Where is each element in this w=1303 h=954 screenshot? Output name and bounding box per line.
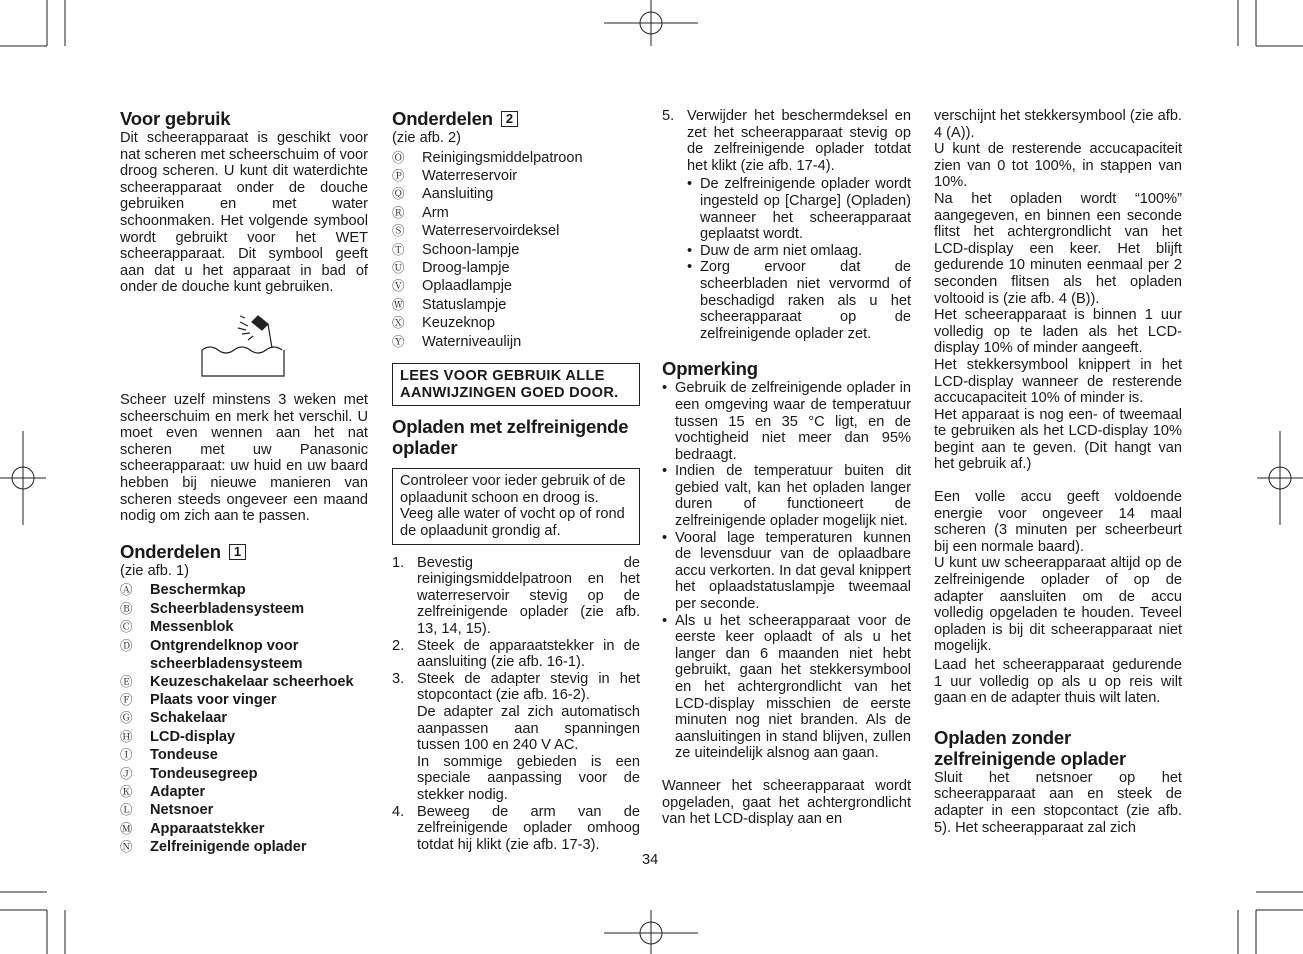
- warning-box: LEES VOOR GEBRUIK ALLE AANWIJZINGEN GOED DOOR.: [392, 363, 640, 406]
- list-item: [662, 613, 911, 762]
- part-name: Waterniveaulijn: [422, 333, 522, 350]
- paragraph: verschijnt het stekkersymbool (zie afb. 4 (A)).: [934, 108, 1182, 141]
- note-text: Gebruik de zelfreinigende oplader in een omgeving waar de temperatuur tussen 15 en 35 °C ligt, en de vochtigheid niet meer dan 95% bedraagt.: [675, 380, 911, 463]
- step-text-wrap: [417, 638, 640, 671]
- paragraph: U kunt uw scheerapparaat altijd op de zelfreinigende oplader of op de adapter aansluiten om de accu volledig opgeladen te houden. Teveel opladen is bij dit scheerapparaat niet mogelijk.: [934, 555, 1182, 655]
- paragraph: Na het opladen wordt “100%” aangegeven, en binnen een seconde flitst het achtergrondlicht van het LCD-display een keer. Het blijft gedurende 10 minuten eenmaal per 2 seconden flitsen als het opladen voltooid is (zie afb. 4 (B)).: [934, 190, 1182, 307]
- bullet-text: Duw de arm niet omlaag.: [700, 242, 863, 259]
- step-text: Verwijder het beschermdeksel en zet het scheerapparaat stevig op de zelfreinigende oplader totdat het klikt (zie afb. 17-4).: [687, 108, 911, 174]
- list-item: [120, 637, 368, 673]
- part-name: Plaats voor vinger: [150, 691, 277, 708]
- bullet-icon: •: [662, 612, 668, 629]
- step-text: De adapter zal zich automatisch aanpassen aan spanningen tussen 100 en 240 V AC.: [417, 703, 640, 754]
- part-letter: Ⓐ: [120, 583, 133, 598]
- list-item: [662, 530, 911, 613]
- list-item: [662, 463, 911, 529]
- list-item: [120, 728, 368, 746]
- part-letter: Ⓜ: [120, 821, 133, 836]
- paragraph: Wanneer het scheerapparaat wordt opgeladen, gaat het achtergrondlicht van het LCD-display aan en: [662, 777, 911, 828]
- list-item: [392, 277, 640, 295]
- part-letter: Ⓗ: [120, 729, 133, 744]
- list-item: 5. Verwijder het beschermdeksel en zet het scheerapparaat stevig op de zelfreinigende oplader totdat het klikt (zie afb. 17-4). • De zelfreinigende oplader wordt ingesteld op [Charge] (Opladen) wanneer het scheerapparaat geplaatst wordt. • Duw de arm niet omlaag. • Zorg ervoor dat de scheerbladen niet vervormd of beschadigd raken als u het scheerapparaat op de zelfreinigende oplader zet.: [662, 108, 911, 342]
- step-text: Beweeg de arm van de zelfreinigende oplader omhoog totdat hij klikt (zie afb. 17-3).: [417, 803, 640, 853]
- list-item: [120, 600, 368, 618]
- step-text: Steek de apparaatstekker in de aansluiting (zie afb. 16-1).: [417, 637, 640, 671]
- paragraph: Het stekkersymbool knippert in het LCD-display wanneer de resterende accucapaciteit 10% of minder is.: [934, 356, 1182, 407]
- step-text-wrap: [417, 804, 640, 854]
- part-name: Waterreservoirdeksel: [422, 223, 560, 240]
- part-name: Oplaadlampje: [422, 278, 513, 295]
- part-letter: Ⓙ: [120, 766, 133, 781]
- part-letter: Ⓓ: [120, 638, 133, 653]
- step-text-wrap: [417, 555, 640, 638]
- column-1: [120, 108, 368, 857]
- part-letter: Ⓥ: [392, 279, 405, 294]
- figure-reference: (zie afb. 2): [392, 130, 461, 146]
- part-letter: Ⓝ: [120, 840, 133, 855]
- step-text: Bevestig de reinigingsmiddelpatroon en het waterreservoir stevig op de zelfreinigende oplader (zie afb. 13, 14, 15).: [417, 554, 640, 637]
- part-letter: Ⓣ: [392, 242, 405, 257]
- bullet-text: Zorg ervoor dat de scheerbladen niet vervormd of beschadigd raken als u het scheerapparaat op de zelfreinigende oplader zet.: [700, 259, 911, 342]
- note-text: Als u het scheerapparaat voor de eerste keer oplaadt of als u het langer dan 6 maanden niet hebt gebruikt, gaan het stekkersymbool en het achtergrondlicht van het LCD-display misschien de eerste minuten nog niet branden. Als de aansluitingen in stand blijven, zullen ze uiteindelijk alsnog aan gaan.: [675, 612, 911, 762]
- part-letter: Ⓟ: [392, 169, 405, 183]
- column-2: [392, 108, 640, 853]
- part-name: Apparaatstekker: [150, 820, 265, 837]
- step-number: 1.: [392, 554, 405, 571]
- part-name: Arm: [422, 204, 449, 221]
- list-item: [687, 259, 911, 342]
- page-number: 34: [642, 852, 659, 868]
- list-item: [392, 638, 640, 671]
- step-text: Steek de adapter stevig in het stopcontact (zie afb. 16-2).: [417, 670, 640, 704]
- notes-list: [662, 380, 911, 762]
- section-title-onderdelen-1: Onderdelen 1: [120, 541, 368, 562]
- bullet-icon: •: [662, 380, 668, 397]
- list-item: [392, 314, 640, 332]
- part-name: Keuzeschakelaar scheerhoek: [150, 673, 354, 690]
- part-letter: Ⓢ: [392, 224, 405, 239]
- note-text: Vooral lage temperaturen kunnen de levensduur van de oplaadbare accu verkorten. In dat geval knippert het oplaadstatuslampje tweemaal per seconde.: [675, 529, 911, 613]
- list-item: [120, 801, 368, 819]
- part-letter: Ⓤ: [392, 261, 405, 276]
- section-title-onderdelen-2: Onderdelen 2: [392, 108, 640, 129]
- list-item: [120, 746, 368, 764]
- step-text-wrap: [417, 671, 640, 804]
- list-item: [120, 691, 368, 709]
- part-name: Zelfreinigende oplader: [150, 839, 307, 856]
- section-title-opmerking: Opmerking: [662, 358, 758, 380]
- part-name: Reinigingsmiddelpatroon: [422, 149, 583, 166]
- paragraph: Sluit het netsnoer op het scheerapparaat aan en steek de adapter in een stopcontact (zie afb. 5). Het scheerapparaat zal zich: [934, 769, 1182, 836]
- list-item: [120, 838, 368, 856]
- part-name: Statuslampje: [422, 296, 507, 313]
- list-item: [392, 167, 640, 185]
- part-letter: Ⓚ: [120, 784, 133, 799]
- section-title-opladen-zonder: Opladen zonder zelfreinigende oplader: [934, 726, 1126, 769]
- paragraph: Het scheerapparaat is binnen 1 uur volledig op te laden als het LCD-display 10% of minder aangeeft.: [934, 307, 1182, 357]
- part-letter: Ⓦ: [392, 297, 405, 312]
- shower-bath-icon: [200, 314, 288, 378]
- paragraph: U kunt de resterende accucapaciteit zien van 0 tot 100%, in stappen van 10%.: [934, 141, 1182, 191]
- part-name: Messenblok: [150, 619, 234, 636]
- list-item: [120, 618, 368, 636]
- note-text: Indien de temperatuur buiten dit gebied valt, kan het opladen langer duren of functioneert de zelfreinigende oplader mogelijk niet.: [675, 463, 911, 530]
- part-letter: Ⓞ: [392, 150, 405, 165]
- paragraph: Het apparaat is nog een- of tweemaal te gebruiken als het LCD-display 10% begint aan te geven. (Dit hangt van het gebruik af.): [934, 406, 1182, 473]
- section-title-opladen: Opladen met zelfreinigende oplader: [392, 416, 629, 459]
- list-item: [120, 820, 368, 838]
- bullet-text: De zelfreinigende oplader wordt ingesteld op [Charge] (Opladen) wanneer het scheerapparaat geplaatst wordt.: [700, 176, 911, 243]
- part-name: Schakelaar: [150, 710, 228, 727]
- part-name: Droog-lampje: [422, 260, 510, 277]
- column-4: [934, 108, 1182, 836]
- list-item: [392, 804, 640, 854]
- part-name: Tondeuse: [150, 747, 218, 764]
- list-item: [662, 380, 911, 463]
- paragraph: Laad het scheerapparaat gedurende 1 uur volledig op als u op reis wilt gaan en de adapter thuis wilt laten.: [934, 657, 1182, 707]
- parts-list-2: [392, 149, 640, 351]
- list-item: [392, 185, 640, 203]
- part-letter: Ⓧ: [392, 316, 405, 331]
- part-name: Ontgrendelknop voor scheerbladensysteem: [150, 637, 303, 672]
- list-item: [392, 149, 640, 167]
- paragraph: Een volle accu geeft voldoende energie voor ongeveer 14 maal scheren (3 minuten per scheerbeurt bij een normale baard).: [934, 489, 1182, 555]
- part-name: Waterreservoir: [422, 168, 518, 184]
- step-bullets: [687, 176, 911, 342]
- list-item: [392, 204, 640, 222]
- step-number: 4.: [392, 803, 405, 820]
- part-letter: Ⓠ: [392, 187, 405, 202]
- part-name: Netsnoer: [150, 802, 214, 819]
- list-item: [687, 243, 911, 260]
- part-name: Aansluiting: [422, 186, 494, 203]
- part-name: Beschermkap: [150, 582, 246, 599]
- paragraph: Scheer uzelf minstens 3 weken met scheerschuim en merk het verschil. U moet even wennen aan het nat scheren met uw Panasonic scheerapparaat: uw huid en uw baard hebben bij nieuwe manieren van scheren steeds ongeveer een maand nodig om zich aan te passen.: [120, 391, 368, 525]
- list-item: [120, 765, 368, 783]
- part-letter: Ⓑ: [120, 601, 133, 616]
- steps-list: [392, 555, 640, 854]
- part-letter: Ⓘ: [120, 748, 133, 763]
- paragraph: Dit scheerapparaat is geschikt voor nat scheren met scheerschuim of voor droog scheren. U kunt dit waterdichte scheerapparaat onder de douche gebruiken en met water schoonmaken. Het volgende symbool wordt gebruikt voor het WET scheerapparaat. Dit symbool geeft aan dat u het apparaat in bad of onder de douche kunt gebruiken.: [120, 130, 368, 296]
- bullet-icon: •: [687, 259, 693, 276]
- step-number: 2.: [392, 637, 405, 654]
- figure-number: 2: [501, 111, 518, 127]
- list-item: [120, 673, 368, 691]
- part-name: Keuzeknop: [422, 315, 496, 332]
- section-title-voor-gebruik: Voor gebruik: [120, 108, 231, 129]
- list-item: [392, 555, 640, 638]
- part-letter: Ⓔ: [120, 674, 133, 689]
- list-item: [120, 581, 368, 599]
- part-name: Schoon-lampje: [422, 241, 520, 258]
- figure-number: 1: [229, 544, 246, 560]
- bullet-icon: •: [662, 529, 668, 546]
- list-item: [392, 222, 640, 240]
- list-item: [120, 709, 368, 727]
- step-number: 3.: [392, 670, 405, 687]
- part-name: Tondeusegreep: [150, 765, 258, 782]
- list-item: [392, 333, 640, 351]
- parts-list-1: [120, 581, 368, 856]
- part-name: LCD-display: [150, 728, 236, 745]
- part-letter: Ⓨ: [392, 334, 405, 349]
- part-letter: Ⓖ: [120, 711, 133, 726]
- step-text: In sommige gebieden is een speciale aanpassing voor de stekker nodig.: [417, 753, 640, 803]
- list-item: [392, 241, 640, 259]
- part-name: Scheerbladensysteem: [150, 600, 305, 617]
- part-letter: Ⓒ: [120, 620, 133, 635]
- list-item: [392, 296, 640, 314]
- part-letter: Ⓛ: [120, 803, 133, 818]
- notice-box: Controleer voor ieder gebruik of de oplaadunit schoon en droog is. Veeg alle water of vocht op of rond de oplaadunit grondig af.: [392, 468, 640, 544]
- list-item: [392, 259, 640, 277]
- part-name: Adapter: [150, 783, 206, 800]
- list-item: [687, 176, 911, 242]
- bullet-icon: •: [687, 242, 693, 259]
- column-3: [662, 108, 911, 828]
- list-item: [120, 783, 368, 801]
- part-letter: Ⓕ: [120, 692, 133, 707]
- list-item: [392, 671, 640, 804]
- bullet-icon: •: [687, 176, 693, 193]
- part-letter: Ⓡ: [392, 205, 405, 220]
- steps-list-continued: [662, 108, 911, 342]
- figure-reference: (zie afb. 1): [120, 562, 189, 579]
- bullet-icon: •: [662, 463, 668, 480]
